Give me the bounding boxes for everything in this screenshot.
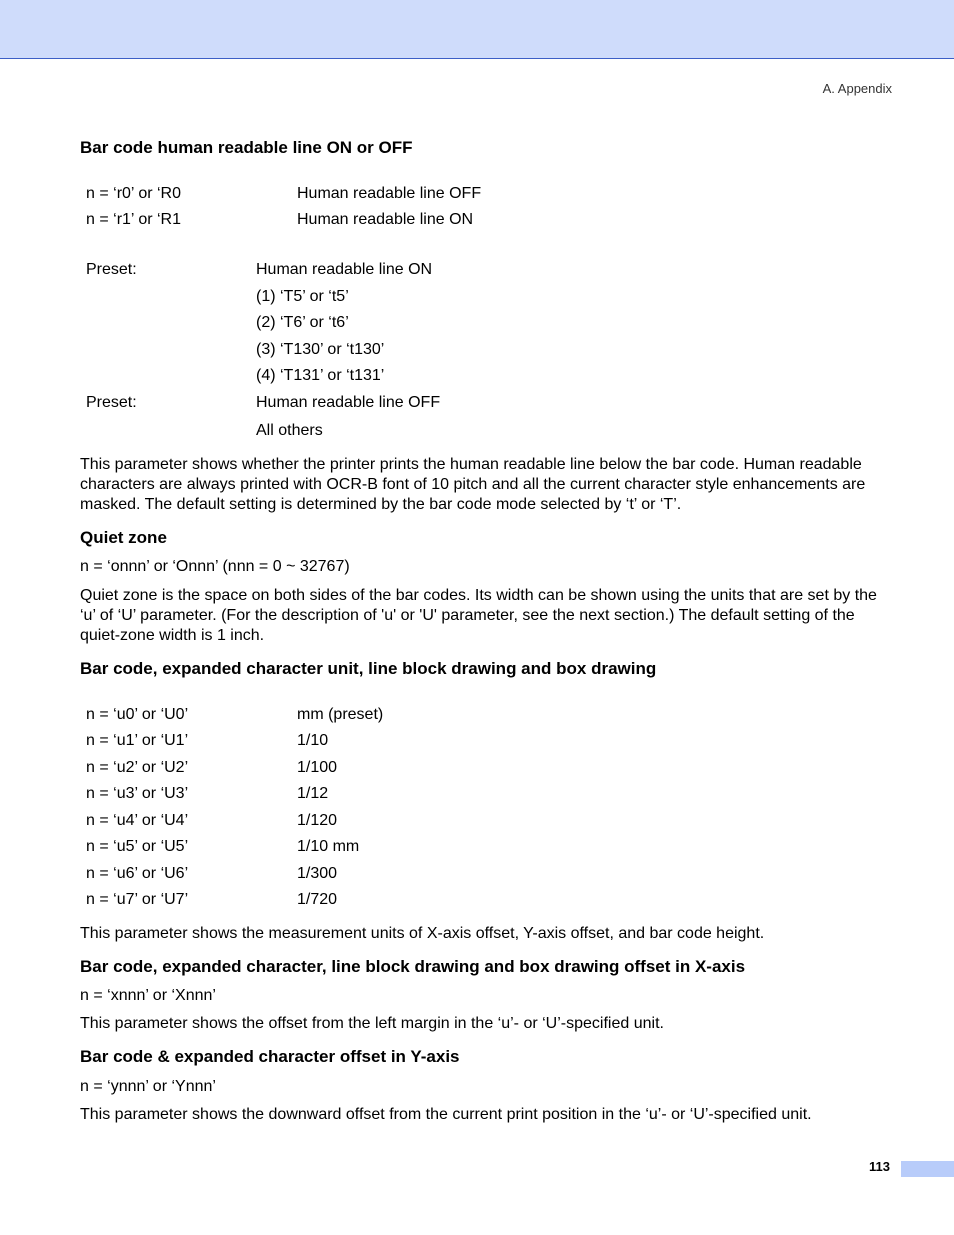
param-meaning: 1/300 bbox=[297, 865, 338, 882]
param-meaning: 1/720 bbox=[297, 891, 338, 908]
param-code: n = ‘u1’ or ‘U1’ bbox=[86, 732, 189, 749]
page-number-bar bbox=[901, 1161, 954, 1177]
preset-value: (1) ‘T5’ or ‘t5’ bbox=[256, 288, 349, 305]
preset-label: Preset: bbox=[86, 394, 137, 411]
preset-value: Human readable line OFF bbox=[256, 394, 441, 411]
param-code: n = ‘u5’ or ‘U5’ bbox=[86, 838, 189, 855]
preset-label: Preset: bbox=[86, 261, 137, 278]
param-meaning: 1/12 bbox=[297, 785, 329, 802]
heading-quiet-zone: Quiet zone bbox=[80, 528, 167, 547]
param-meaning: 1/120 bbox=[297, 812, 338, 829]
heading-y-offset: Bar code & expanded character offset in Y-axis bbox=[80, 1047, 460, 1066]
header-band bbox=[0, 0, 954, 59]
preset-value: (4) ‘T131’ or ‘t131’ bbox=[256, 367, 385, 384]
paragraph: Quiet zone is the space on both sides of the bar codes. Its width can be shown using the units that are set by the ‘u’ of ‘U’ parameter. (For the description of 'u' or 'U' parameter, see the next section.) The default setting of the quiet-zone width is 1 inch. bbox=[80, 587, 877, 644]
param-meaning: 1/10 mm bbox=[297, 838, 360, 855]
param-code: n = ‘u7’ or ‘U7’ bbox=[86, 891, 189, 908]
param-meaning: 1/10 bbox=[297, 732, 329, 749]
param-code: n = ‘u3’ or ‘U3’ bbox=[86, 785, 189, 802]
formula: n = ‘ynnn’ or ‘Ynnn’ bbox=[80, 1078, 216, 1095]
param-code: n = ‘u2’ or ‘U2’ bbox=[86, 759, 189, 776]
param-meaning: mm (preset) bbox=[297, 706, 384, 723]
heading-x-offset: Bar code, expanded character, line block drawing and box drawing offset in X-axis bbox=[80, 957, 746, 976]
paragraph: This parameter shows the measurement units of X-axis offset, Y-axis offset, and bar code height. bbox=[80, 925, 765, 942]
param-code: n = ‘u0’ or ‘U0’ bbox=[86, 706, 189, 723]
preset-value: (3) ‘T130’ or ‘t130’ bbox=[256, 341, 385, 358]
section-header: A. Appendix bbox=[822, 81, 892, 96]
preset-value: Human readable line ON bbox=[256, 261, 433, 278]
paragraph: This parameter shows the downward offset from the current print position in the ‘u’- or ‘U’-specified unit. bbox=[80, 1106, 812, 1123]
param-code: n = ‘r1’ or ‘R1 bbox=[86, 211, 181, 228]
paragraph: This parameter shows whether the printer prints the human readable line below the bar code. Human readable characters are always printed with OCR-B font of 10 pitch and all the current character style enhancements are masked. The default setting is determined by the bar code mode selected by ‘t’ or ‘T’. bbox=[80, 456, 866, 513]
page-number: 113 bbox=[869, 1159, 890, 1174]
formula: n = ‘xnnn’ or ‘Xnnn’ bbox=[80, 987, 216, 1004]
heading-units: Bar code, expanded character unit, line block drawing and box drawing bbox=[80, 659, 657, 678]
heading-human-readable: Bar code human readable line ON or OFF bbox=[80, 138, 413, 157]
preset-value: All others bbox=[256, 422, 323, 439]
param-meaning: Human readable line ON bbox=[297, 211, 474, 228]
param-code: n = ‘u4’ or ‘U4’ bbox=[86, 812, 189, 829]
preset-value: (2) ‘T6’ or ‘t6’ bbox=[256, 314, 349, 331]
param-meaning: 1/100 bbox=[297, 759, 338, 776]
paragraph: This parameter shows the offset from the left margin in the ‘u’- or ‘U’-specified unit. bbox=[80, 1015, 664, 1032]
param-code: n = ‘r0’ or ‘R0 bbox=[86, 185, 181, 202]
param-meaning: Human readable line OFF bbox=[297, 185, 482, 202]
formula: n = ‘onnn’ or ‘Onnn’ (nnn = 0 ~ 32767) bbox=[80, 558, 350, 575]
param-code: n = ‘u6’ or ‘U6’ bbox=[86, 865, 189, 882]
